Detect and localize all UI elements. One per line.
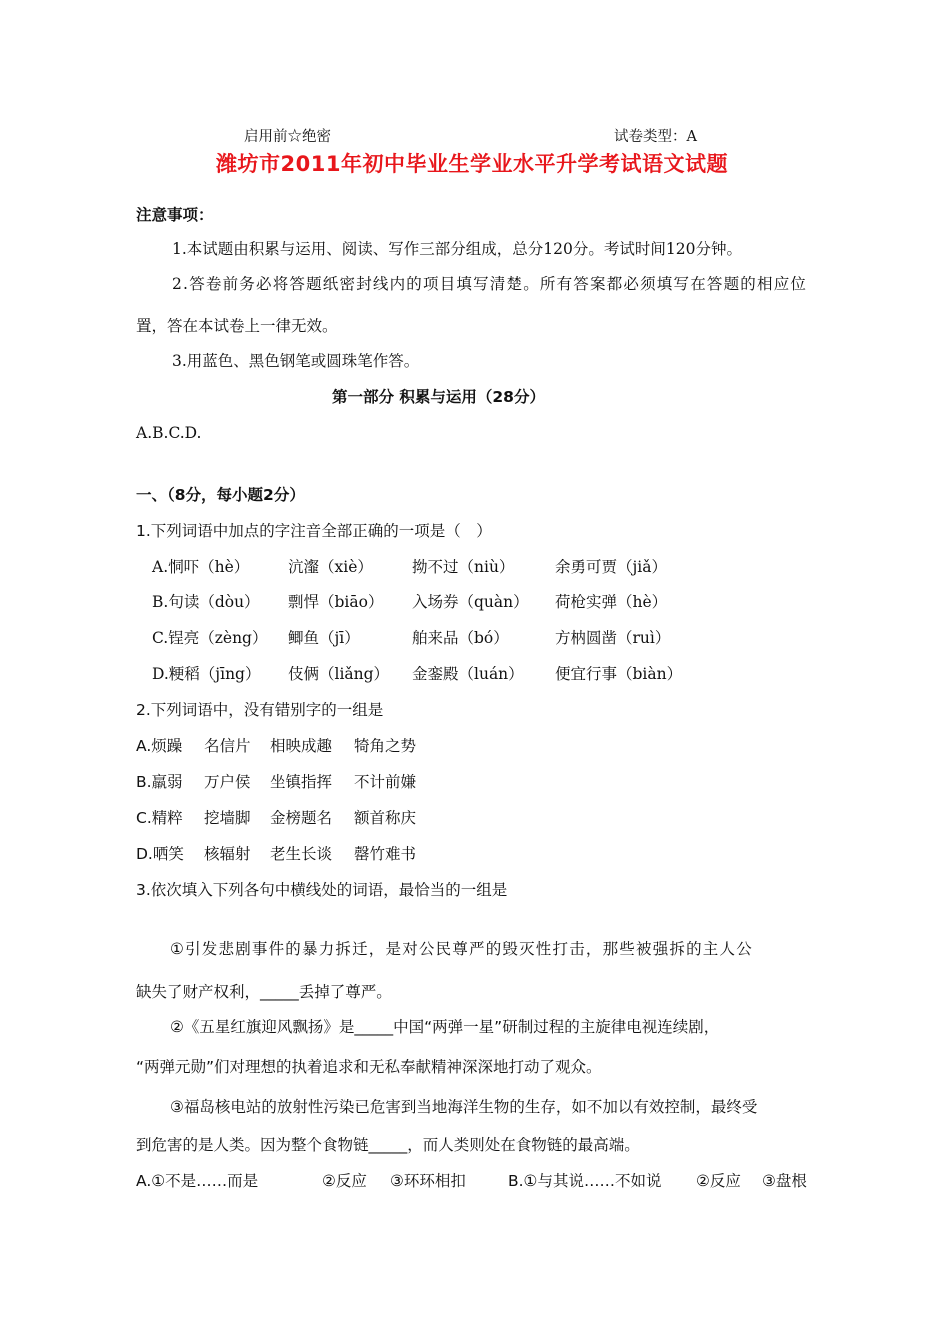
notice-item-2: 2.答卷前务必将答题纸密封线内的项目填写清楚。所有答案都必须填写在答题的相应位 bbox=[172, 275, 808, 293]
q2-option-d-3: 老生长谈 bbox=[270, 845, 333, 863]
q2-option-a-1: A.烦躁 bbox=[136, 737, 183, 755]
q1-option-c-2: 鲫鱼（jī） bbox=[288, 629, 360, 647]
q2-option-a-4: 犄角之势 bbox=[354, 737, 417, 755]
q2-option-d-1: D.哂笑 bbox=[136, 845, 184, 863]
q3-option-b-3: ③盘根 bbox=[762, 1172, 807, 1190]
q1-option-d-4: 便宜行事（biàn） bbox=[555, 665, 683, 683]
notice-item-1: 1.本试题由积累与运用、阅读、写作三部分组成，总分120分。考试时间120分钟。 bbox=[172, 240, 742, 258]
q3-option-a-3: ③环环相扣 bbox=[390, 1172, 466, 1190]
q3-sentence-1: ①引发悲剧事件的暴力拆迁，是对公民尊严的毁灭性打击，那些被强拆的主人公 bbox=[170, 940, 753, 958]
q1-option-d-1: D.粳稻（jīng） bbox=[152, 665, 261, 683]
q2-option-c-1: C.精粹 bbox=[136, 809, 183, 827]
q2-option-a-3: 相映成趣 bbox=[270, 737, 333, 755]
q2-stem: 2.下列词语中，没有错别字的一组是 bbox=[136, 701, 384, 719]
notice-item-3: 3.用蓝色、黑色钢笔或圆珠笔作答。 bbox=[172, 352, 420, 370]
q2-option-d-2: 核辐射 bbox=[204, 845, 251, 863]
secret-label: 启用前☆绝密 bbox=[244, 129, 331, 145]
q3-sentence-1-cont: 缺失了财产权利，_____丢掉了尊严。 bbox=[136, 983, 392, 1001]
q1-option-b-4: 荷枪实弹（hè） bbox=[555, 593, 668, 611]
q2-option-c-4: 额首称庆 bbox=[354, 809, 417, 827]
q1-option-c-1: C.锃亮（zèng） bbox=[152, 629, 268, 647]
q1-option-d-3: 金銮殿（luán） bbox=[412, 665, 524, 683]
paper-type: 试卷类型：A bbox=[614, 129, 697, 145]
q3-sentence-2-cont: “两弹元勋”们对理想的执着追求和无私奉献精神深深地打动了观众。 bbox=[136, 1058, 602, 1076]
q3-sentence-3: ③福岛核电站的放射性污染已危害到当地海洋生物的生存，如不加以有效控制，最终受 bbox=[170, 1098, 758, 1116]
page-title: 潍坊市2011年初中毕业生学业水平升学考试语文试题 bbox=[216, 152, 728, 176]
notice-item-2-cont: 置，答在本试卷上一律无效。 bbox=[136, 317, 338, 335]
stray-text: A.B.C.D. bbox=[136, 424, 202, 442]
q2-option-b-4: 不计前嫌 bbox=[354, 773, 417, 791]
q1-option-d-2: 伎俩（liǎng） bbox=[288, 665, 390, 683]
q1-option-b-2: 剽悍（biāo） bbox=[288, 593, 384, 611]
q3-stem: 3.依次填入下列各句中横线处的词语，最恰当的一组是 bbox=[136, 881, 508, 899]
q1-option-a-3: 拗不过（niù） bbox=[412, 558, 515, 576]
q2-option-d-4: 罄竹难书 bbox=[354, 845, 417, 863]
q1-option-a-1: A.恫吓（hè） bbox=[152, 558, 250, 576]
q2-option-c-3: 金榜题名 bbox=[270, 809, 333, 827]
section1-heading: 一、（8分，每小题2分） bbox=[136, 486, 305, 504]
q3-sentence-3-cont: 到危害的是人类。因为整个食物链_____，而人类则处在食物链的最高端。 bbox=[136, 1136, 640, 1154]
part1-heading: 第一部分 积累与运用（28分） bbox=[332, 388, 545, 406]
q2-option-b-1: B.羸弱 bbox=[136, 773, 183, 791]
q2-option-b-3: 坐镇指挥 bbox=[270, 773, 333, 791]
q1-option-a-2: 沆瀣（xiè） bbox=[288, 558, 373, 576]
q1-option-c-4: 方枘圆凿（ruì） bbox=[555, 629, 671, 647]
q1-option-b-3: 入场券（quàn） bbox=[412, 593, 529, 611]
notice-heading: 注意事项： bbox=[136, 206, 214, 224]
q2-option-b-2: 万户侯 bbox=[204, 773, 251, 791]
q3-sentence-2: ②《五星红旗迎风飘扬》是_____中国“两弹一星”研制过程的主旋律电视连续剧， bbox=[170, 1018, 720, 1036]
q3-option-b-2: ②反应 bbox=[696, 1172, 741, 1190]
q1-stem: 1.下列词语中加点的字注音全部正确的一项是（ ） bbox=[136, 522, 492, 540]
q3-option-b-1: B.①与其说……不如说 bbox=[508, 1172, 662, 1190]
q1-option-c-3: 舶来品（bó） bbox=[412, 629, 509, 647]
q2-option-a-2: 名信片 bbox=[204, 737, 251, 755]
q1-option-b-1: B.句读（dòu） bbox=[152, 593, 260, 611]
q2-option-c-2: 挖墙脚 bbox=[204, 809, 251, 827]
q1-option-a-4: 余勇可贾（jiǎ） bbox=[555, 558, 668, 576]
q3-option-a-1: A.①不是……而是 bbox=[136, 1172, 259, 1190]
q3-option-a-2: ②反应 bbox=[322, 1172, 367, 1190]
